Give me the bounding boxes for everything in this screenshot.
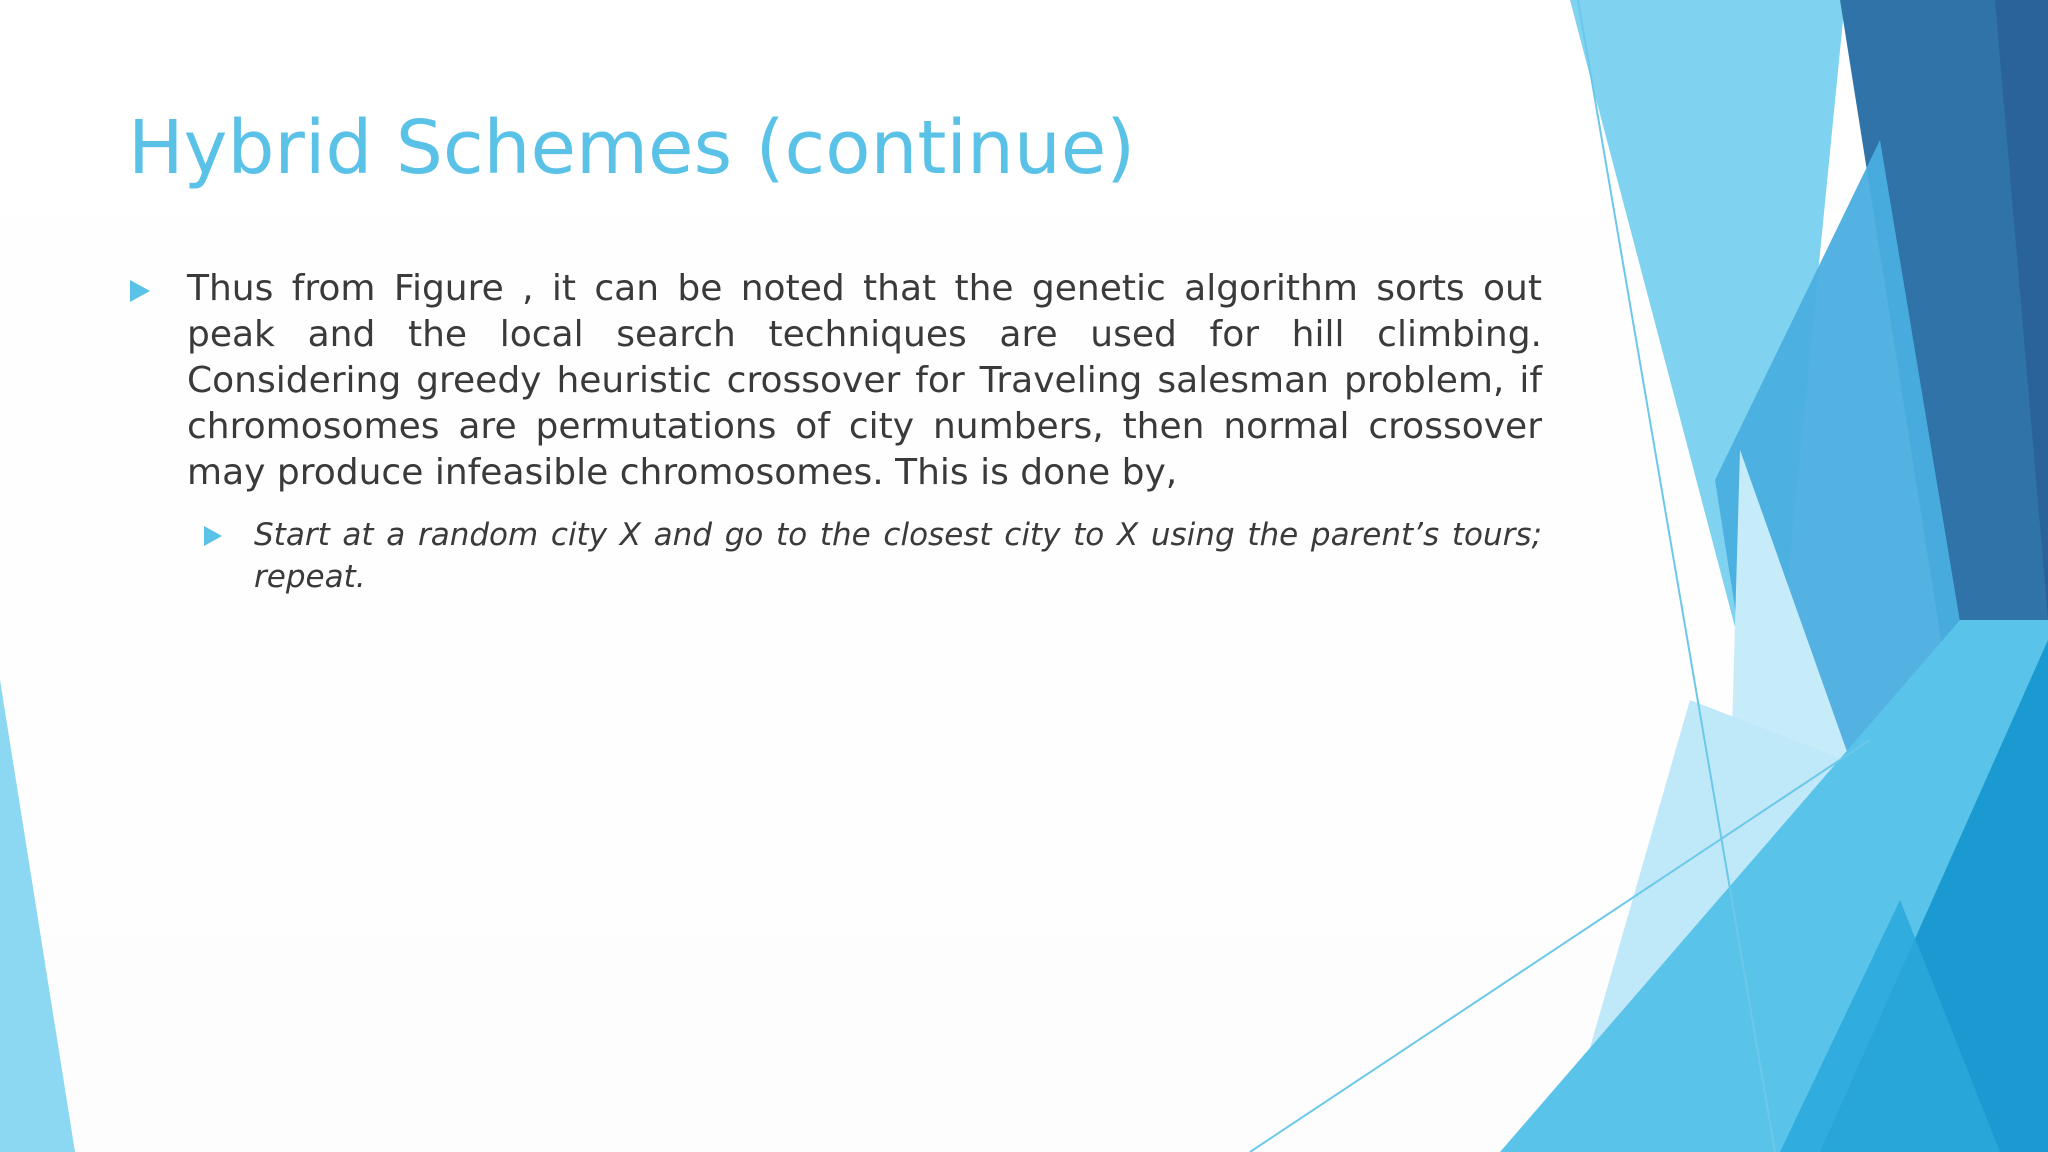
bullet-text: Thus from Figure , it can be noted that the genetic algorithm sorts out peak and the local search techniques are used for hill climbing. Considering greedy heuristic crossover for Traveling salesman problem, if chromosomes are permutations of city numbers, then normal crossover may produce infeasible chromosomes. This is done by,	[187, 268, 1542, 493]
slide-content	[128, 266, 1542, 598]
sub-bullet-item	[194, 514, 1542, 598]
left-facet	[0, 680, 75, 1152]
triangle-right-icon	[204, 526, 222, 546]
slide-title: Hybrid Schemes (continue)	[128, 105, 1136, 191]
sub-bullet-text: Start at a random city X and go to the closest city to X using the parent’s tours; repeat.	[254, 517, 1542, 595]
triangle-right-icon	[130, 280, 150, 302]
bullet-item	[128, 266, 1542, 496]
